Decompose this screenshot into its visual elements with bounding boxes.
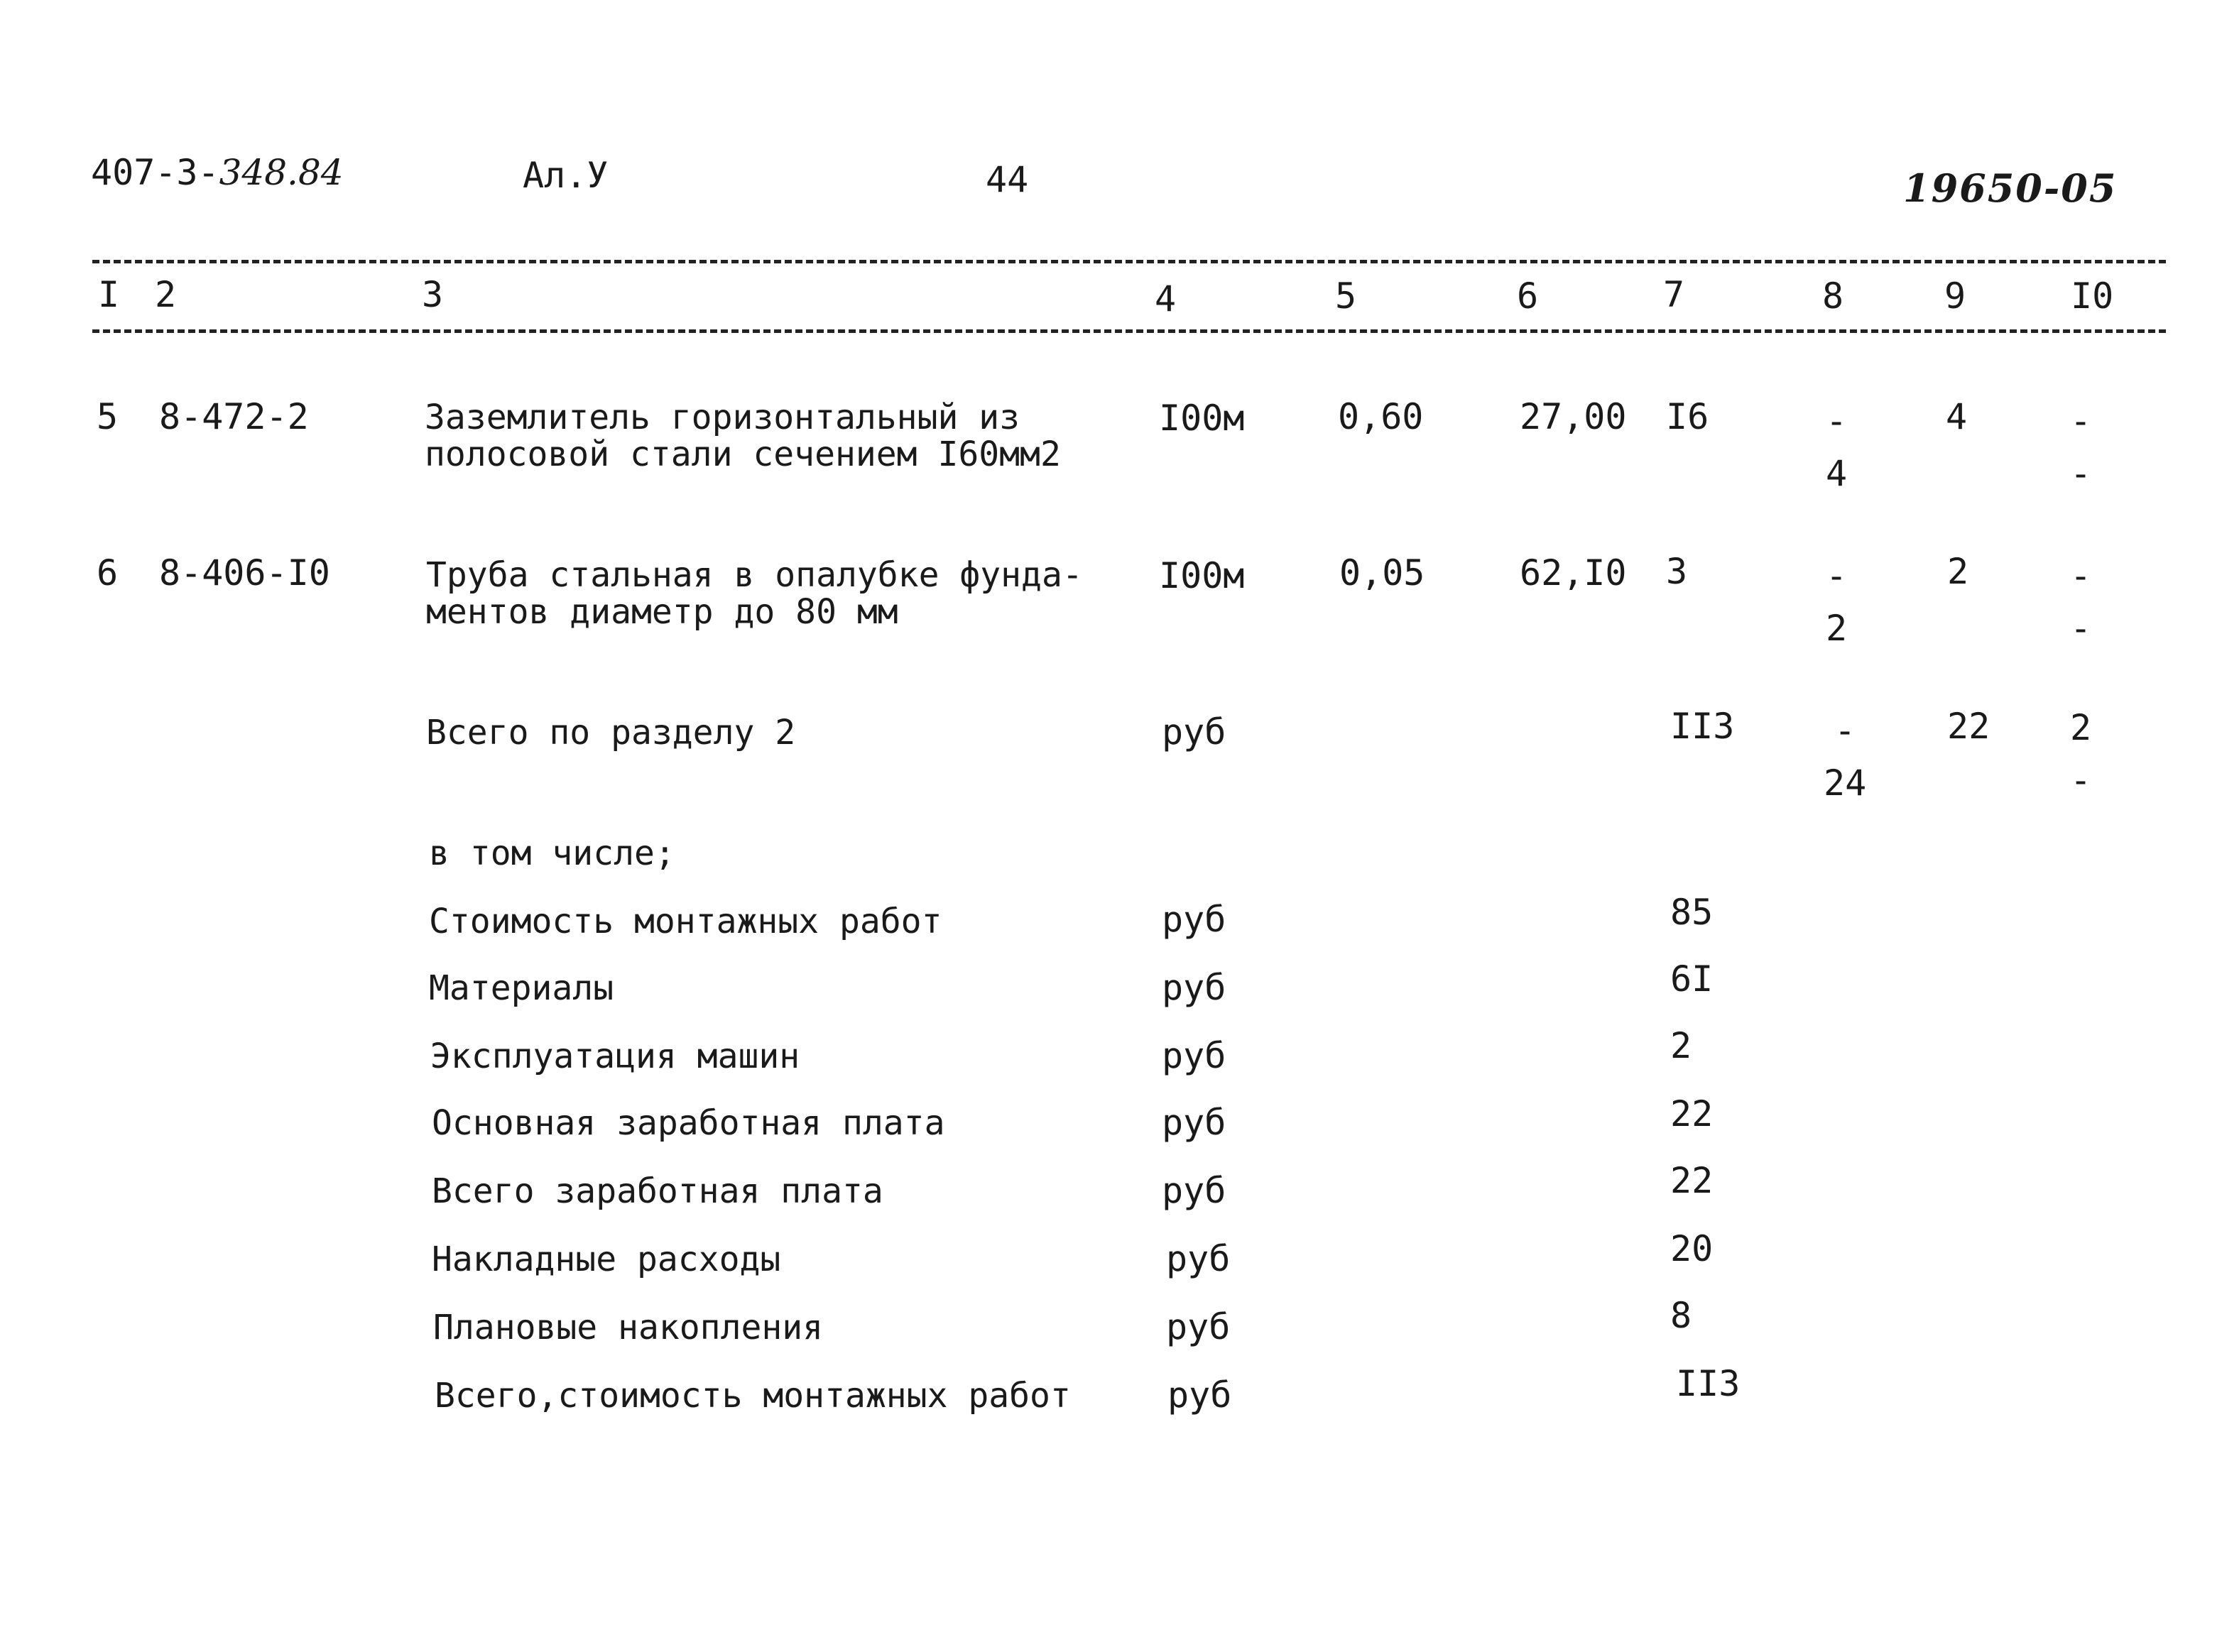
quantity: 0,05 (1339, 552, 1425, 593)
column-8-values: - 4 (1825, 400, 1848, 494)
breakdown-label: Всего заработная плата (432, 1171, 883, 1211)
total-cost: II3 (1670, 706, 1735, 747)
breakdown-value: 85 (1670, 892, 1714, 933)
column-header: 4 (1155, 278, 1177, 319)
breakdown-unit: руб (1162, 1102, 1226, 1143)
column-header: 2 (155, 274, 177, 315)
row-number: 6 (97, 552, 119, 593)
row-number: 5 (97, 396, 119, 437)
breakdown-label: Накладные расходы (432, 1240, 781, 1279)
breakdown-unit: руб (1162, 899, 1226, 940)
work-description: Заземлитель горизонтальный из полосовой стали сечением I60мм2 (425, 398, 1061, 474)
column-9-value: 22 (1947, 706, 1990, 747)
breakdown-label: Эксплуатация машин (430, 1036, 800, 1076)
unit-price: 62,I0 (1520, 552, 1627, 593)
column-header: 6 (1517, 275, 1539, 317)
table-top-rule (92, 260, 2166, 263)
breakdown-unit: руб (1166, 1306, 1231, 1347)
breakdown-value: 8 (1670, 1295, 1692, 1336)
column-header: I (98, 274, 120, 315)
breakdown-unit: руб (1162, 1170, 1226, 1211)
total-cost: 3 (1666, 551, 1688, 592)
breakdown-value: 22 (1670, 1160, 1714, 1201)
document-code (91, 152, 344, 193)
archive-number: 19650-05 (1903, 165, 2118, 211)
column-10-values: - - (2069, 400, 2092, 494)
breakdown-label: Всего,стоимость монтажных работ (435, 1376, 1071, 1416)
column-header: 9 (1944, 275, 1966, 317)
breakdown-label: Материалы (429, 968, 614, 1008)
column-10-values: - - (2069, 555, 2092, 649)
column-header: 7 (1663, 274, 1685, 315)
breakdown-label: Плановые накопления (433, 1308, 824, 1347)
rate-code: 8-472-2 (159, 396, 309, 437)
column-header: 3 (422, 274, 444, 315)
column-10-values: 2 - (2069, 707, 2092, 801)
breakdown-value: 6I (1670, 958, 1714, 1000)
breakdown-unit: руб (1166, 1238, 1231, 1279)
unit: I00м (1159, 398, 1245, 439)
breakdown-label: Стоимость монтажных работ (429, 902, 942, 941)
column-header: I0 (2071, 275, 2114, 317)
work-description: Труба стальная в опалубке фунда- ментов диаметр до 80 мм (426, 555, 1083, 632)
breakdown-unit: руб (1162, 1035, 1226, 1076)
unit: I00м (1159, 555, 1245, 596)
table-header-rule (92, 329, 2166, 333)
including-label: в том числе; (429, 833, 675, 873)
breakdown-value: II3 (1676, 1363, 1741, 1404)
breakdown-value: 2 (1670, 1025, 1692, 1066)
rate-code: 8-406-I0 (159, 552, 330, 593)
breakdown-value: 20 (1670, 1228, 1714, 1269)
document-code-handwritten: 348.84 (219, 152, 344, 193)
unit-price: 27,00 (1520, 396, 1627, 437)
column-9-value: 4 (1946, 396, 1968, 437)
album-label: Ал.У (523, 155, 609, 196)
column-8-values: - 24 (1824, 710, 1867, 804)
page-number: 44 (986, 159, 1029, 200)
column-header: 5 (1335, 275, 1357, 317)
breakdown-label: Основная заработная плата (432, 1103, 945, 1143)
document-code-printed: 407-3- (91, 152, 219, 193)
total-cost: I6 (1666, 396, 1709, 437)
breakdown-unit: руб (1167, 1374, 1232, 1416)
section-total-label: Всего по разделу 2 (426, 713, 796, 753)
column-9-value: 2 (1947, 551, 1969, 592)
quantity: 0,60 (1338, 396, 1424, 437)
breakdown-value: 22 (1670, 1093, 1714, 1134)
column-header: 8 (1822, 275, 1844, 317)
column-8-values: - 2 (1825, 555, 1848, 649)
unit: руб (1162, 711, 1226, 753)
breakdown-unit: руб (1162, 967, 1226, 1008)
